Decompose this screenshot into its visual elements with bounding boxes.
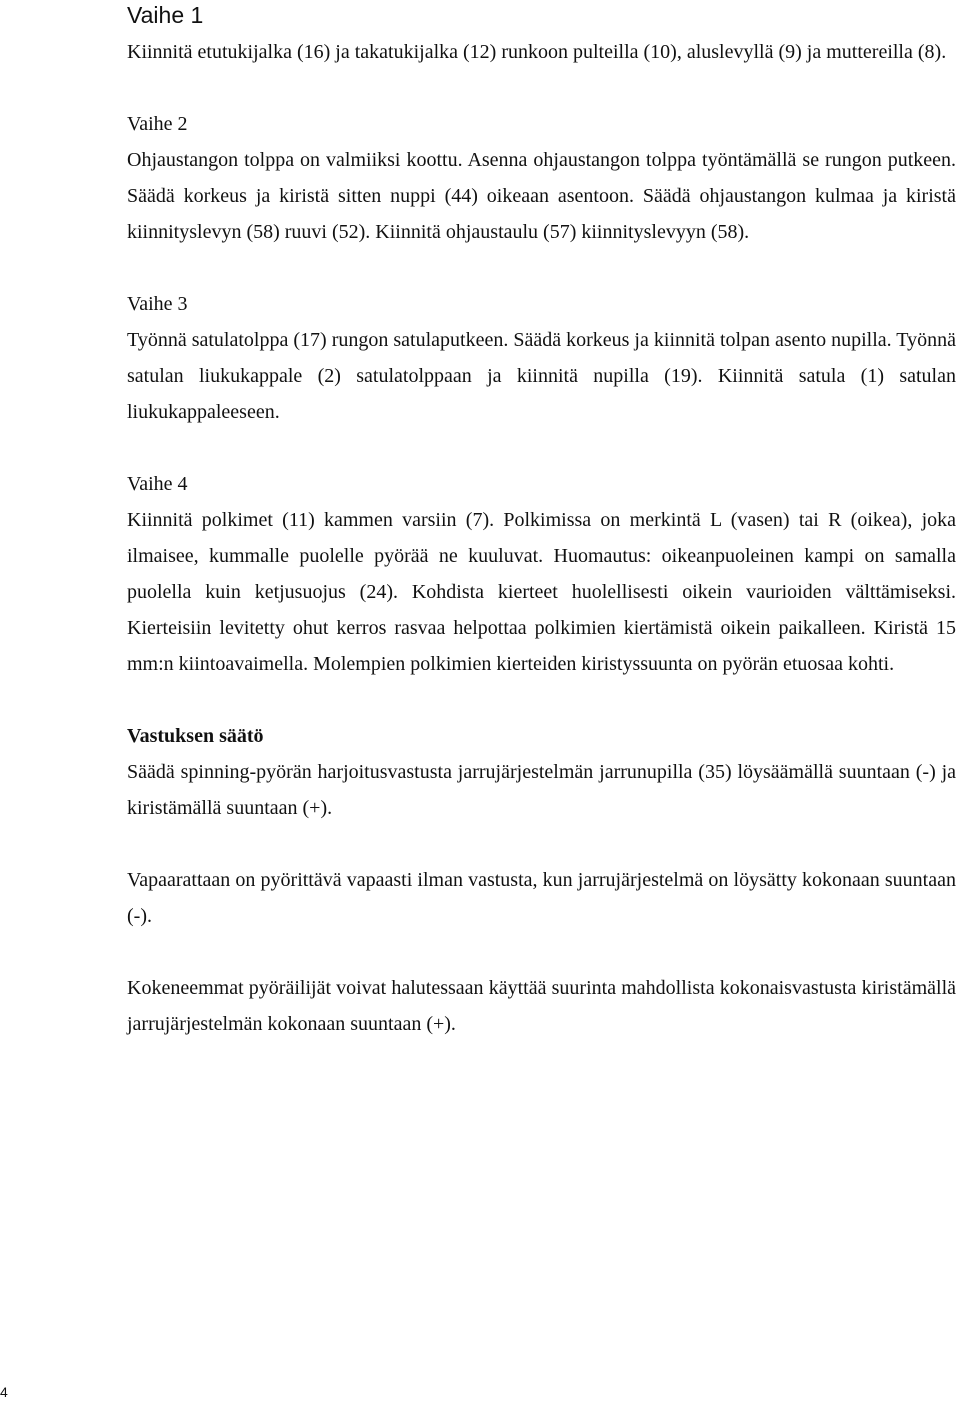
step3-text: Työnnä satulatolppa (17) rungon satulaputkeen. Säädä korkeus ja kiinnitä tolpan asento nupilla. Työnnä satulan liukukappale (2) satulatolppaan ja kiinnitä nupilla (19). Kiinnitä satula (1) satulan liukukappaleeseen. bbox=[127, 329, 956, 423]
step4-heading: Vaihe 4 bbox=[127, 473, 188, 495]
spacer bbox=[127, 70, 956, 106]
resistance-paragraph-3: Kokeneemmat pyöräilijät voivat halutessaan käyttää suurinta mahdollista kokonaisvastusta kiristämällä jarrujärjestelmän kokonaan suuntaan (+). bbox=[127, 977, 956, 1035]
step3-heading: Vaihe 3 bbox=[127, 293, 188, 315]
document-page bbox=[127, 0, 956, 1042]
step4-text: Kiinnitä polkimet (11) kammen varsiin (7). Polkimissa on merkintä L (vasen) tai R (oikea), joka ilmaisee, kummalle puolelle pyörää ne kuuluvat. Huomautus: oikeanpuoleinen kampi on samalla puolella kuin ketjusuojus (24). Kohdista kierteet huolellisesti oikein vaurioiden välttämiseksi. Kierteisiin levitetty ohut kerros rasvaa helpottaa polkimien kiertämistä oikein paikalleen. Kiristä 15 mm:n kiintoavaimella. Molempien polkimien kierteiden kiristyssuunta on pyörän etuosaa kohti. bbox=[127, 509, 956, 675]
resistance-paragraph-1: Säädä spinning-pyörän harjoitusvastusta jarrujärjestelmän jarrunupilla (35) löysäämällä suuntaan (-) ja kiristämällä suuntaan (+). bbox=[127, 761, 956, 819]
step2-heading: Vaihe 2 bbox=[127, 113, 188, 135]
resistance-paragraph-2: Vapaarattaan on pyörittävä vapaasti ilman vastusta, kun jarrujärjestelmä on löysätty kokonaan suuntaan (-). bbox=[127, 869, 956, 927]
step1-heading: Vaihe 1 bbox=[127, 2, 204, 28]
step2-text: Ohjaustangon tolppa on valmiiksi koottu. Asenna ohjaustangon tolppa työntämällä se rungon putkeen. Säädä korkeus ja kiristä sitten nuppi (44) oikeaan asentoon. Säädä ohjaustangon kulmaa ja kiristä kiinnityslevyn (58) ruuvi (52). Kiinnitä ohjaustaulu (57) kiinnityslevyyn (58). bbox=[127, 149, 956, 243]
spacer bbox=[127, 934, 956, 970]
page-number: 4 bbox=[0, 1384, 8, 1400]
spacer bbox=[127, 682, 956, 718]
spacer bbox=[127, 826, 956, 862]
spacer bbox=[127, 430, 956, 466]
spacer bbox=[127, 250, 956, 286]
step1-text: Kiinnitä etutukijalka (16) ja takatukijalka (12) runkoon pulteilla (10), aluslevyllä (9) ja muttereilla (8). bbox=[127, 41, 947, 63]
resistance-heading: Vastuksen säätö bbox=[127, 725, 264, 747]
